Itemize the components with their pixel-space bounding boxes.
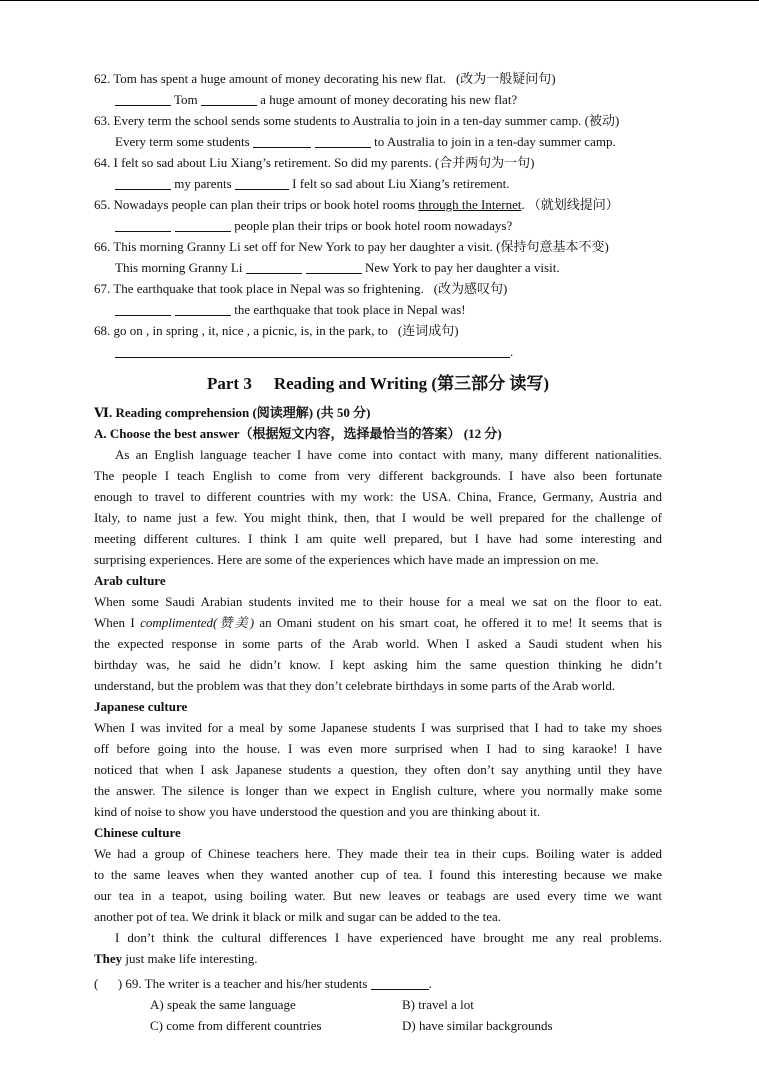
question-62-answer: Tom a huge amount of money decorating his new flat?	[94, 89, 662, 110]
passage-line: off before going into the house. I was even more surprised when I had to sing karaoke! I have	[94, 741, 662, 756]
passage-intro	[94, 444, 662, 570]
answer-blank[interactable]	[306, 259, 362, 274]
passage-line: kind of noise to show you have understood the question and you are thinking about it.	[94, 804, 541, 819]
passage-line: As an English language teacher I have come into contact with many, many different nationalities.	[115, 447, 662, 462]
question-65-instruction: （就划线提问）	[527, 197, 619, 212]
question-62-prompt: 62. Tom has spent a huge amount of money decorating his new flat.	[94, 71, 446, 86]
option-d[interactable]: D) have similar backgrounds	[402, 1018, 553, 1033]
passage-line: enough to travel to different countries with my work: the USA. China, France, Germany, Austria and	[94, 489, 662, 504]
answer-blank[interactable]	[115, 91, 171, 106]
question-64-answer: my parents I felt so sad about Liu Xiang’s retirement.	[94, 173, 662, 194]
passage-line: When I was invited for a meal by some Japanese students I was surprised that I had to take my shoes	[94, 720, 662, 735]
part-3-heading	[94, 366, 662, 402]
question-66-prompt: 66. This morning Granny Li set off for New York to pay her daughter a visit.	[94, 239, 493, 254]
part-label: Part 3	[206, 374, 252, 393]
passage-line: the expected response in some parts of the Arab world. When I asked a Saudi student when his	[94, 636, 662, 651]
answer-blank[interactable]	[371, 975, 429, 990]
section-a-title: A. Choose the best answer（根据短文内容，选择最恰当的答案） (12 分)	[94, 426, 502, 441]
japanese-culture-heading: Japanese culture	[94, 699, 188, 714]
question-62-instruction: (改为一般疑问句)	[455, 71, 556, 86]
answer-blank[interactable]	[115, 217, 171, 232]
part-title: Reading and Writing (第三部分 读写)	[273, 374, 550, 393]
question-64-prompt: 64. I felt so sad about Liu Xiang’s retirement. So did my parents.	[94, 155, 432, 170]
japanese-culture-paragraph	[94, 717, 662, 822]
passage-line: noticed that when I ask Japanese students a question, they often don’t say anything until they have	[94, 762, 662, 777]
passage-line: our tea in a teapot, using boiling water. But new leaves or teabags are used every time we want	[94, 888, 662, 903]
question-63-instruction: (被动)	[584, 113, 620, 128]
question-69-stem: 69. The writer is a teacher and his/her students	[125, 976, 368, 991]
passage-line: I don’t think the cultural differences I have experienced have brought me any real problems.	[115, 930, 662, 945]
question-63	[94, 110, 662, 131]
option-c[interactable]: C) come from different countries	[150, 1018, 322, 1033]
passage-line: to the same leaves when they wanted another cup of tea. I found this interesting because we make	[94, 867, 662, 882]
answer-blank[interactable]	[115, 175, 171, 190]
passage-line: meeting different cultures. I think I am quite well prepared, but I have had some interesting and	[94, 531, 662, 546]
answer-blank[interactable]	[201, 91, 257, 106]
question-68-instruction: (连词成句)	[397, 323, 459, 338]
section-6-title: Ⅵ. Reading comprehension (阅读理解) (共 50 分)	[94, 405, 371, 420]
passage-line: When I complimented(赞美) an Omani student on his smart coat, he offered it to me! It seems that is	[94, 615, 662, 630]
question-69-options-row-1	[94, 994, 662, 1015]
top-border	[0, 0, 759, 1]
answer-line[interactable]	[115, 343, 510, 358]
question-65-answer: people plan their trips or book hotel room nowadays?	[94, 215, 662, 236]
passage-line: the answer. The silence is longer than we expect in English culture, where you normally make some	[94, 783, 662, 798]
answer-blank[interactable]	[175, 217, 231, 232]
option-a[interactable]: A) speak the same language	[150, 997, 296, 1012]
question-67-answer: the earthquake that took place in Nepal was!	[94, 299, 662, 320]
passage-line: another pot of tea. We drink it black or milk and sugar can be added to the tea.	[94, 909, 501, 924]
arab-culture-paragraph	[94, 591, 662, 696]
passage-line: The people I teach English to come from very different backgrounds. I have also been fortunate	[94, 468, 662, 483]
chinese-culture-heading: Chinese culture	[94, 825, 181, 840]
passage-line: birthday was, he said he didn’t know. I kept asking him the same question thinking he didn’t	[94, 657, 662, 672]
question-68-answer: .	[94, 341, 662, 362]
passage-line: understand, but the problem was that they don’t celebrate birthdays in some parts of the Arab world.	[94, 678, 616, 693]
underlined-phrase: through the Internet	[418, 197, 522, 212]
question-63-prompt: 63. Every term the school sends some students to Australia to join in a ten-day summer camp.	[94, 113, 582, 128]
option-b[interactable]: B) travel a lot	[402, 997, 474, 1012]
question-66-answer: This morning Granny Li New York to pay her daughter a visit.	[115, 260, 560, 275]
answer-paren[interactable]: ( )	[94, 976, 123, 991]
arab-culture-heading: Arab culture	[94, 573, 166, 588]
answer-blank[interactable]	[235, 175, 289, 190]
question-69-options-row-2	[94, 1015, 662, 1036]
answer-blank[interactable]	[175, 301, 231, 316]
question-68	[94, 320, 662, 341]
question-64-instruction: (合并两句为一句)	[434, 155, 535, 170]
passage-line: surprising experiences. Here are some of the experiences which have made an impression on me.	[94, 552, 599, 567]
question-67-instruction: (改为感叹句)	[433, 281, 508, 296]
answer-blank[interactable]	[246, 259, 302, 274]
answer-blank[interactable]	[315, 133, 371, 148]
question-65: 65. Nowadays people can plan their trips or book hotel rooms through the Internet. （就划线提问）	[94, 197, 619, 212]
question-67-prompt: 67. The earthquake that took place in Nepal was so frightening.	[94, 281, 424, 296]
answer-blank[interactable]	[115, 301, 171, 316]
question-66	[94, 236, 662, 257]
question-65-prompt: 65. Nowadays people can plan their trips or book hotel rooms	[94, 197, 415, 212]
question-63-answer: Every term some students to Australia to join in a ten-day summer camp.	[115, 134, 616, 149]
question-69: ( ) 69. The writer is a teacher and his/her students .	[94, 976, 432, 991]
question-67	[94, 278, 662, 299]
answer-blank[interactable]	[253, 133, 311, 148]
chinese-culture-paragraph	[94, 843, 662, 927]
passage-line: We had a group of Chinese teachers here. They made their tea in their cups. Boiling water is added	[94, 846, 662, 861]
passage-line: They just make life interesting.	[94, 951, 258, 966]
conclusion-paragraph	[94, 927, 662, 969]
worksheet-page	[94, 68, 662, 1036]
question-66-instruction: (保持句意基本不变)	[496, 239, 609, 254]
question-68-prompt: 68. go on , in spring , it, nice , a picnic, is, in the park, to	[94, 323, 388, 338]
question-64	[94, 152, 662, 173]
passage-line: Italy, to name just a few. You might think, then, that I would be well prepared for the challenge of	[94, 510, 662, 525]
glossed-word: complimented(赞美)	[140, 615, 255, 630]
passage-line: When some Saudi Arabian students invited me to their house for a meal we sat on the floor to eat.	[94, 594, 662, 609]
question-62	[94, 68, 662, 89]
